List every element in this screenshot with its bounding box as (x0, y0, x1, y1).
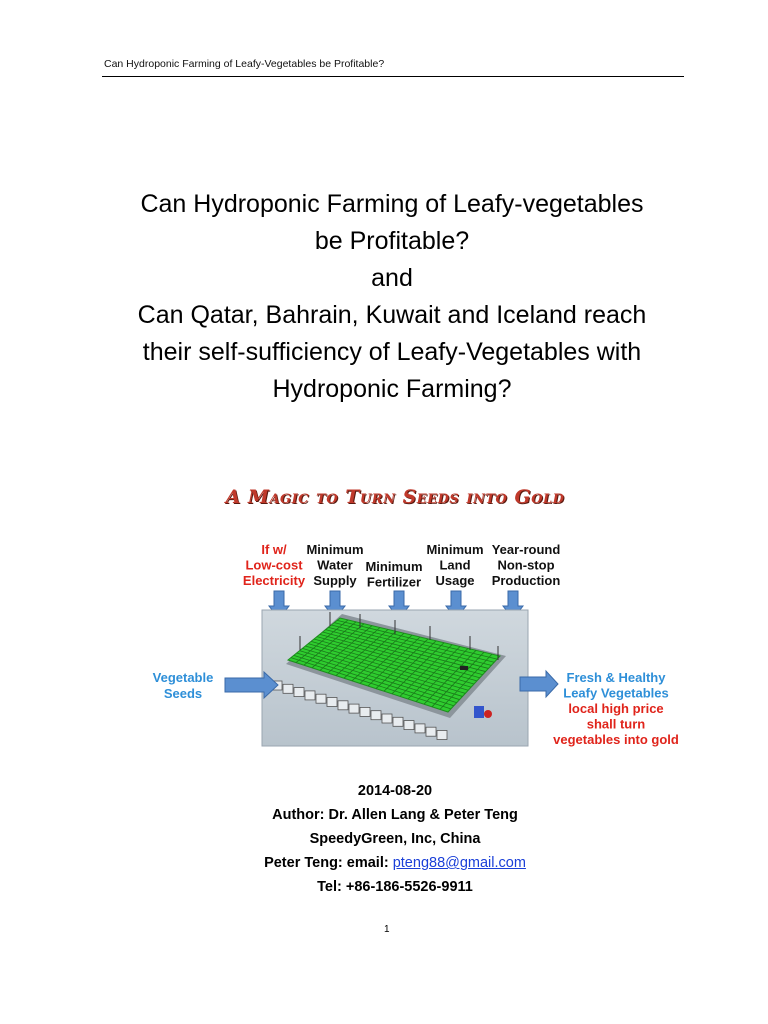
tray (272, 681, 282, 690)
pump-icon (474, 706, 484, 718)
bed-grid (291, 620, 497, 710)
tray (327, 698, 337, 707)
bed-column-line (344, 631, 396, 678)
left-label-line: Seeds (163, 686, 203, 701)
header-rule (102, 76, 684, 77)
tray (294, 688, 304, 697)
plant-bed-icon (288, 618, 500, 712)
email-line (0, 851, 768, 875)
top-label-line: Usage (435, 573, 475, 588)
top-label-line: Minimum (426, 542, 484, 557)
bed-row-line (302, 648, 462, 696)
bed-column-line (328, 628, 380, 674)
bed-column-line (304, 622, 356, 665)
vegetable-seeds-label (153, 670, 214, 701)
control-box-icon (460, 666, 468, 670)
bed-row-line (323, 632, 483, 675)
top-labels (243, 542, 560, 590)
bed-column-line (312, 624, 364, 668)
bed-row-line (326, 630, 486, 672)
top-label-line: If w/ (261, 542, 287, 557)
tray (305, 691, 315, 700)
top-label-line: Fertilizer (366, 574, 422, 590)
bed-row-line (334, 623, 494, 663)
output-label (553, 670, 679, 747)
tray (349, 704, 359, 713)
left-label-line: Vegetable (152, 670, 214, 685)
bed-column-line (376, 639, 428, 689)
bed-column-line (400, 645, 452, 697)
tray (426, 727, 436, 736)
tray (316, 694, 326, 703)
tray (338, 701, 348, 710)
figure-banner: A Magic to Turn Seeds into Gold (225, 486, 565, 508)
date: 2014-08-20 (357, 783, 433, 799)
bed-column-line (440, 654, 492, 709)
page-number: 1 (384, 924, 390, 935)
bed-row-line (331, 625, 491, 665)
bed-row-line (320, 634, 480, 677)
support-poles (300, 612, 498, 660)
top-label-line: Minimum (306, 542, 364, 557)
title-line: be Profitable? (314, 227, 470, 255)
top-label-line: Year-round (491, 542, 561, 557)
email-link[interactable]: pteng88@gmail.com (392, 855, 526, 871)
running-header: Can Hydroponic Farming of Leafy-Vegetables be Profitable? (104, 58, 385, 70)
top-label-line: Supply (313, 573, 357, 588)
tray-row (272, 681, 447, 740)
bed-row-line (328, 627, 488, 668)
bed-row-line (300, 651, 460, 700)
title-line: and (371, 264, 413, 292)
bed-row-line (311, 641, 471, 687)
tray (283, 684, 293, 693)
input-arrow-icon (225, 672, 278, 698)
right-label-line: Leafy Vegetables (563, 685, 669, 701)
tray (437, 731, 447, 740)
down-arrow-icon (389, 591, 409, 619)
top-label-line: Non-stop (497, 557, 555, 573)
bed-column-line (416, 648, 468, 701)
tray (360, 707, 370, 716)
down-arrow-icon (503, 591, 523, 619)
right-label-line: local high price (568, 701, 664, 716)
bed-column-line (296, 620, 348, 663)
bed-row-line (314, 639, 474, 684)
bed-column-line (424, 650, 476, 704)
top-label-line: Low-cost (245, 557, 303, 573)
bed-column-line (408, 647, 460, 700)
tray (393, 717, 403, 726)
bed-column-line (320, 626, 372, 671)
title-line: Can Hydroponic Farming of Leafy-vegetables (140, 190, 644, 218)
greenhouse-panel (262, 610, 528, 746)
bed-row-line (297, 653, 457, 703)
author: Author: Dr. Allen Lang & Peter Teng (272, 807, 518, 823)
output-arrow-icon (520, 671, 558, 697)
right-label-line: Fresh & Healthy (566, 670, 666, 685)
top-label-line: Minimum (365, 559, 423, 574)
bed-row-line (308, 644, 468, 691)
bed-column-line (384, 641, 436, 691)
tray (415, 724, 425, 733)
bed-row-line (305, 646, 465, 693)
right-label-line: vegetables into gold (553, 732, 679, 747)
title-line: their self-sufficiency of Leafy-Vegetables with (142, 338, 642, 366)
down-arrows (269, 591, 523, 619)
bed-row-line (294, 655, 454, 705)
valve-icon (484, 710, 492, 718)
top-label-line: Production (491, 573, 561, 588)
bed-column-line (360, 635, 412, 683)
bed-platform (286, 614, 506, 718)
bed-column-line (432, 652, 484, 707)
title-line: Hydroponic Farming? (272, 375, 512, 403)
bed-column-line (368, 637, 420, 686)
down-arrow-icon (446, 591, 466, 619)
tray (371, 711, 381, 720)
top-label-line: Electricity (242, 573, 306, 588)
tray (382, 714, 392, 723)
top-label-line: Land (439, 557, 471, 573)
bed-column-line (352, 633, 404, 681)
right-label-line: shall turn (586, 716, 646, 732)
telephone: Tel: +86-186-5526-9911 (317, 879, 473, 895)
bed-column-line (336, 629, 388, 675)
down-arrow-icon (325, 591, 345, 619)
email-label: Peter Teng: email: (264, 855, 393, 871)
top-label-line: Water (317, 557, 353, 573)
document-title (60, 186, 724, 408)
info-block (0, 779, 768, 899)
bed-row-line (337, 620, 497, 659)
company: SpeedyGreen, Inc, China (309, 831, 481, 847)
tray (404, 721, 414, 730)
bed-row-line (291, 658, 451, 709)
bed-column-line (392, 643, 444, 694)
bed-row-line (317, 637, 477, 681)
down-arrow-icon (269, 591, 289, 619)
title-line: Can Qatar, Bahrain, Kuwait and Iceland reach (137, 301, 647, 329)
